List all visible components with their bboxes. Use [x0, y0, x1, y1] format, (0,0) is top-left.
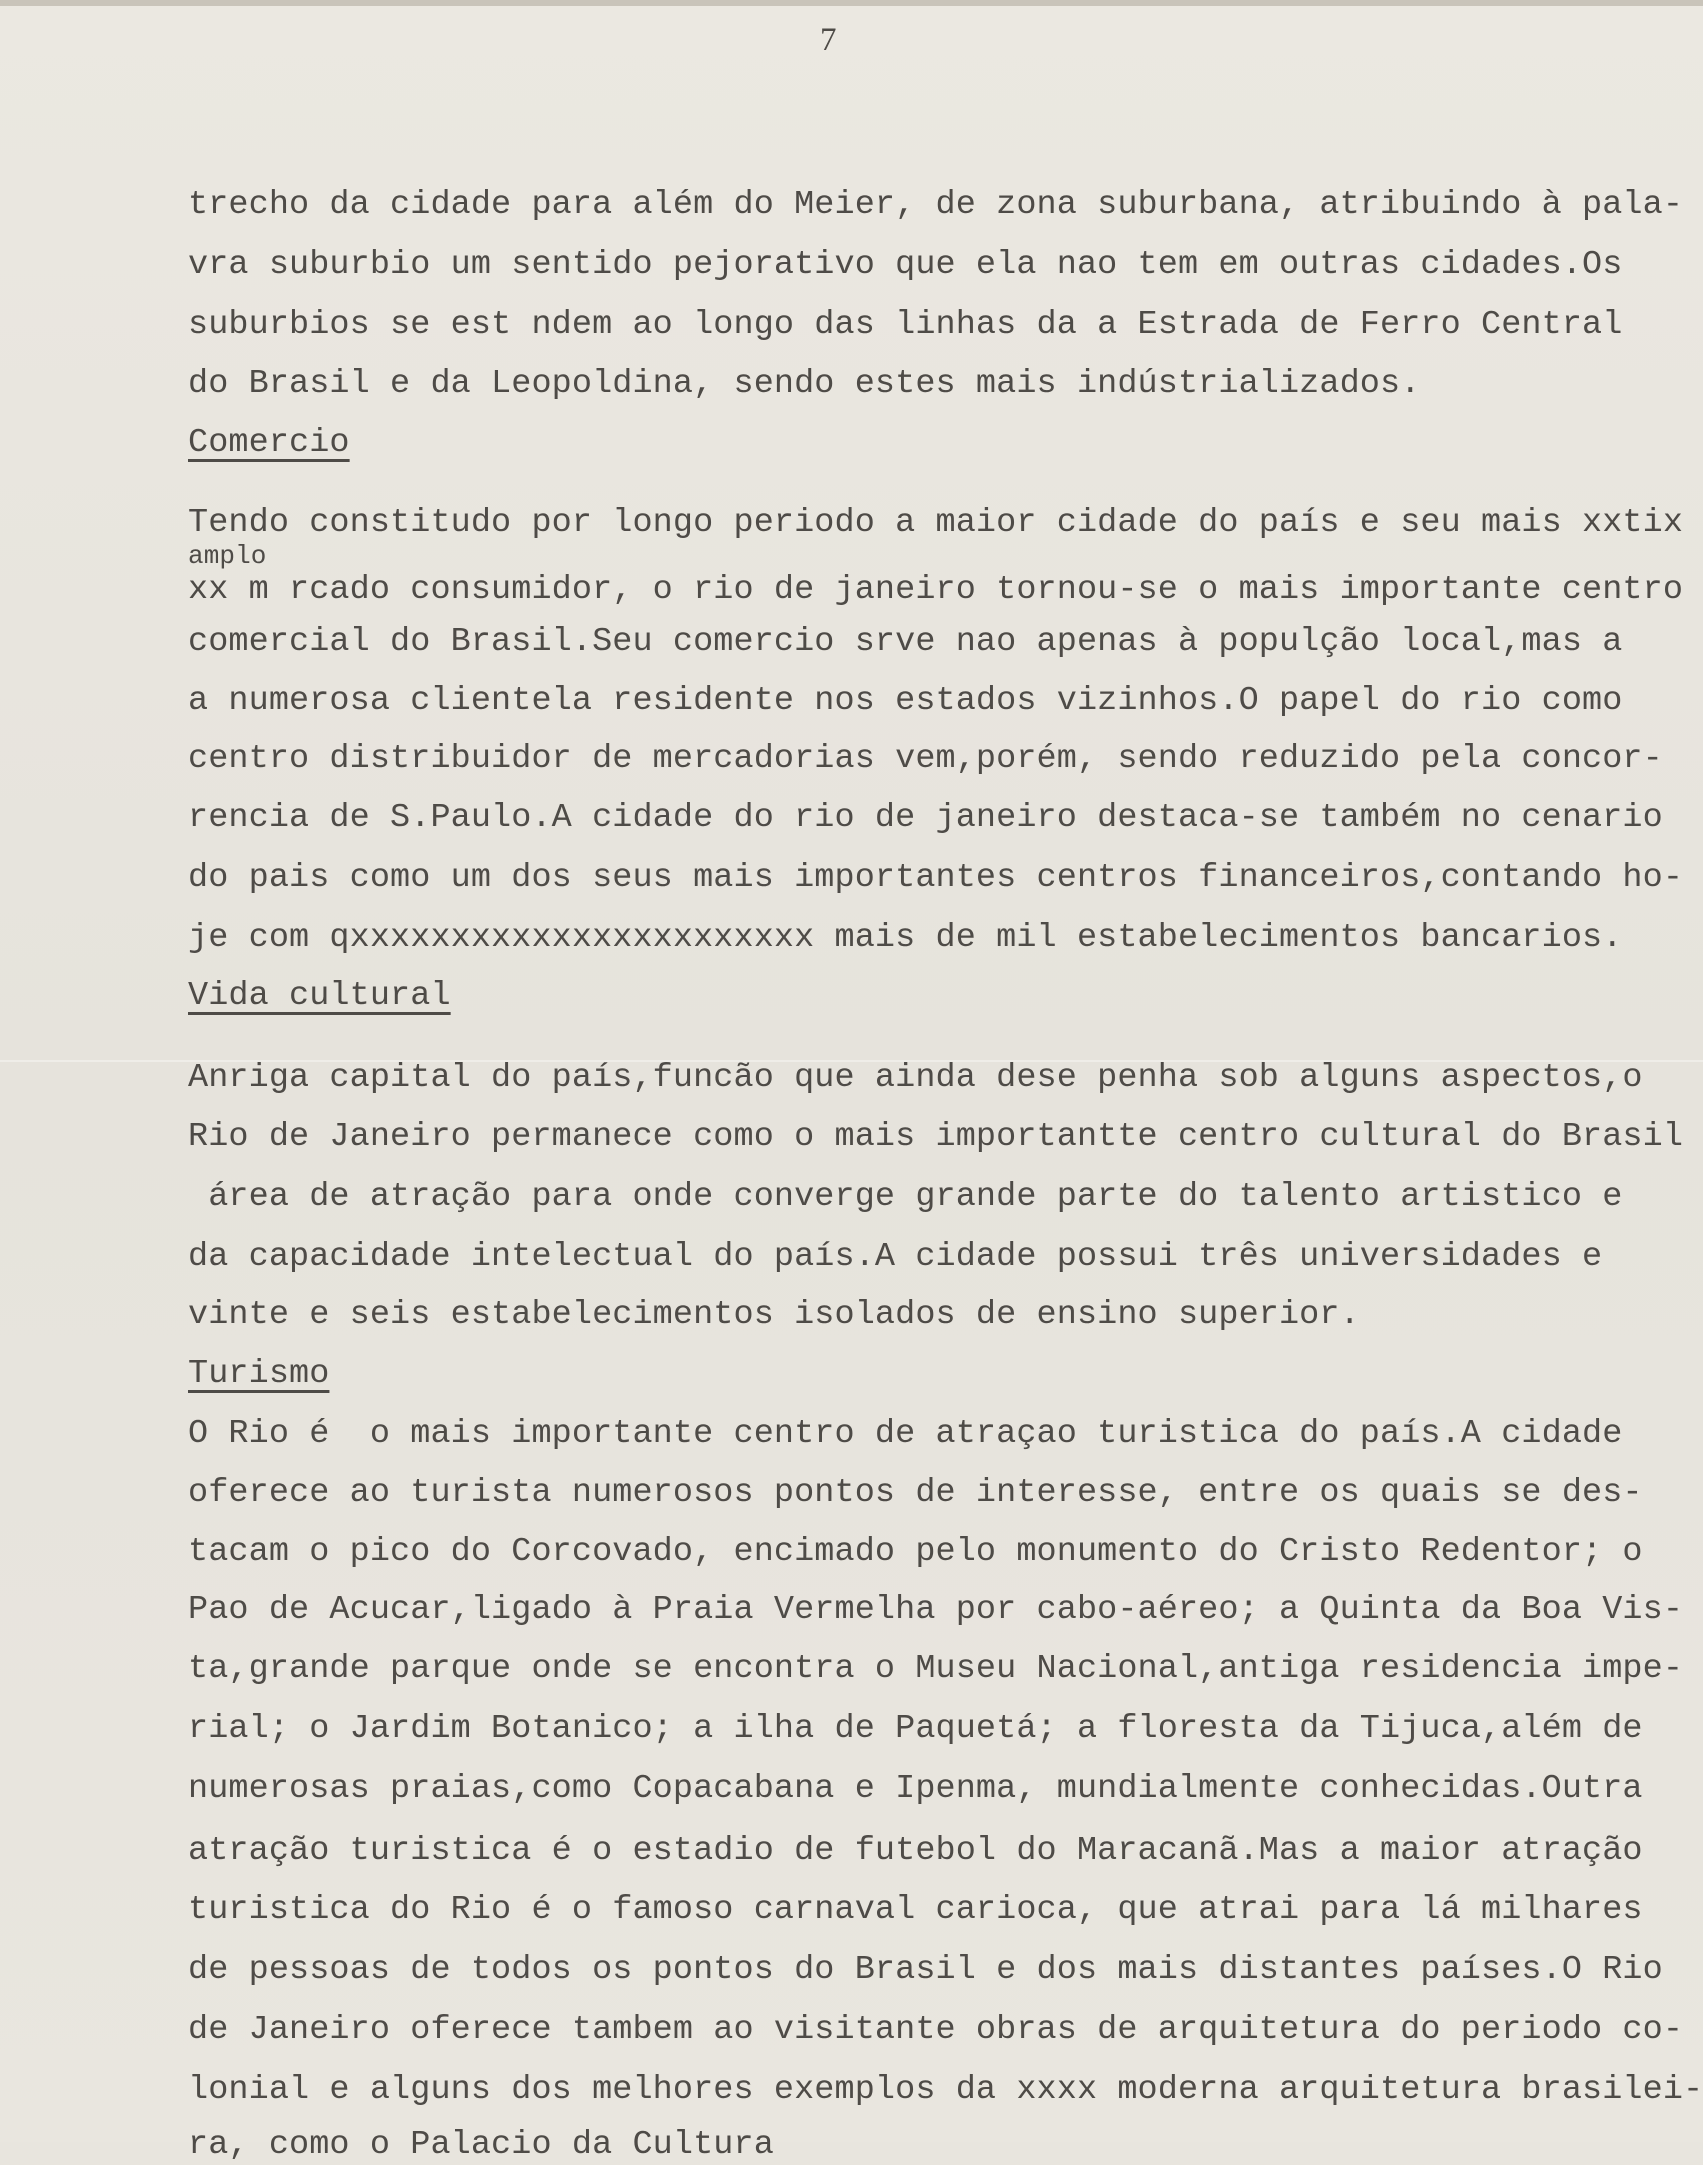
text-line: centro distribuidor de mercadorias vem,porém, sendo reduzido pela concor-	[188, 740, 1663, 778]
text-line: do Brasil e da Leopoldina, sendo estes mais indústrializados.	[188, 365, 1421, 403]
text-line: tacam o pico do Corcovado, encimado pelo monumento do Cristo Redentor; o	[188, 1533, 1643, 1571]
text-line: trecho da cidade para além do Meier, de zona suburbana, atribuindo à pala-	[188, 186, 1684, 224]
text-line: Rio de Janeiro permanece como o mais importantte centro cultural do Brasil	[188, 1118, 1684, 1156]
text-line: vinte e seis estabelecimentos isolados de ensino superior.	[188, 1296, 1360, 1334]
heading-comercio: Comercio	[188, 424, 350, 462]
heading-vida-cultural: Vida cultural	[188, 977, 451, 1015]
text-line: do pais como um dos seus mais importantes centros financeiros,contando ho-	[188, 859, 1684, 897]
typed-insertion: amplo	[188, 541, 267, 571]
text-line: área de atração para onde converge grande parte do talento artistico e	[188, 1178, 1623, 1216]
page-number: 7	[820, 22, 837, 58]
text-line: O Rio é o mais importante centro de atraçao turistica do país.A cidade	[188, 1415, 1623, 1453]
text-line: Pao de Acucar,ligado à Praia Vermelha por cabo-aéreo; a Quinta da Boa Vis-	[188, 1591, 1684, 1629]
text-line: suburbios se est ndem ao longo das linhas da a Estrada de Ferro Central	[188, 306, 1623, 344]
text-line: de Janeiro oferece tambem ao visitante obras de arquitetura do periodo co-	[188, 2011, 1684, 2049]
text-line: xx m rcado consumidor, o rio de janeiro tornou-se o mais importante centro	[188, 571, 1684, 609]
text-line: Tendo constitudo por longo periodo a maior cidade do país e seu mais xxtix	[188, 504, 1684, 542]
text-line: numerosas praias,como Copacabana e Ipenma, mundialmente conhecidas.Outra	[188, 1770, 1643, 1808]
text-line: rencia de S.Paulo.A cidade do rio de janeiro destaca-se também no cenario	[188, 799, 1663, 837]
heading-turismo: Turismo	[188, 1355, 330, 1393]
page-top-edge	[0, 0, 1703, 6]
text-line: de pessoas de todos os pontos do Brasil e dos mais distantes países.O Rio	[188, 1951, 1663, 1989]
text-line: lonial e alguns dos melhores exemplos da xxxx moderna arquitetura brasilei-	[188, 2071, 1703, 2109]
text-line: da capacidade intelectual do país.A cidade possui três universidades e	[188, 1238, 1603, 1276]
text-line: Anriga capital do país,funcão que ainda dese penha sob alguns aspectos,o	[188, 1059, 1643, 1097]
text-line: comercial do Brasil.Seu comercio srve nao apenas à populção local,mas a	[188, 623, 1623, 661]
text-line: vra suburbio um sentido pejorativo que ela nao tem em outras cidades.Os	[188, 246, 1623, 284]
text-line: turistica do Rio é o famoso carnaval carioca, que atrai para lá milhares	[188, 1891, 1643, 1929]
text-line: rial; o Jardim Botanico; a ilha de Paquetá; a floresta da Tijuca,além de	[188, 1710, 1643, 1748]
text-line: oferece ao turista numerosos pontos de interesse, entre os quais se des-	[188, 1474, 1643, 1512]
text-line: atração turistica é o estadio de futebol do Maracanã.Mas a maior atração	[188, 1832, 1643, 1870]
text-line: a numerosa clientela residente nos estados vizinhos.O papel do rio como	[188, 682, 1623, 720]
text-line: ta,grande parque onde se encontra o Museu Nacional,antiga residencia impe-	[188, 1650, 1684, 1688]
text-line-cut-off: ra, como o Palacio da Cultura	[188, 2126, 774, 2164]
text-line: je com qxxxxxxxxxxxxxxxxxxxxxxx mais de mil estabelecimentos bancarios.	[188, 919, 1623, 957]
